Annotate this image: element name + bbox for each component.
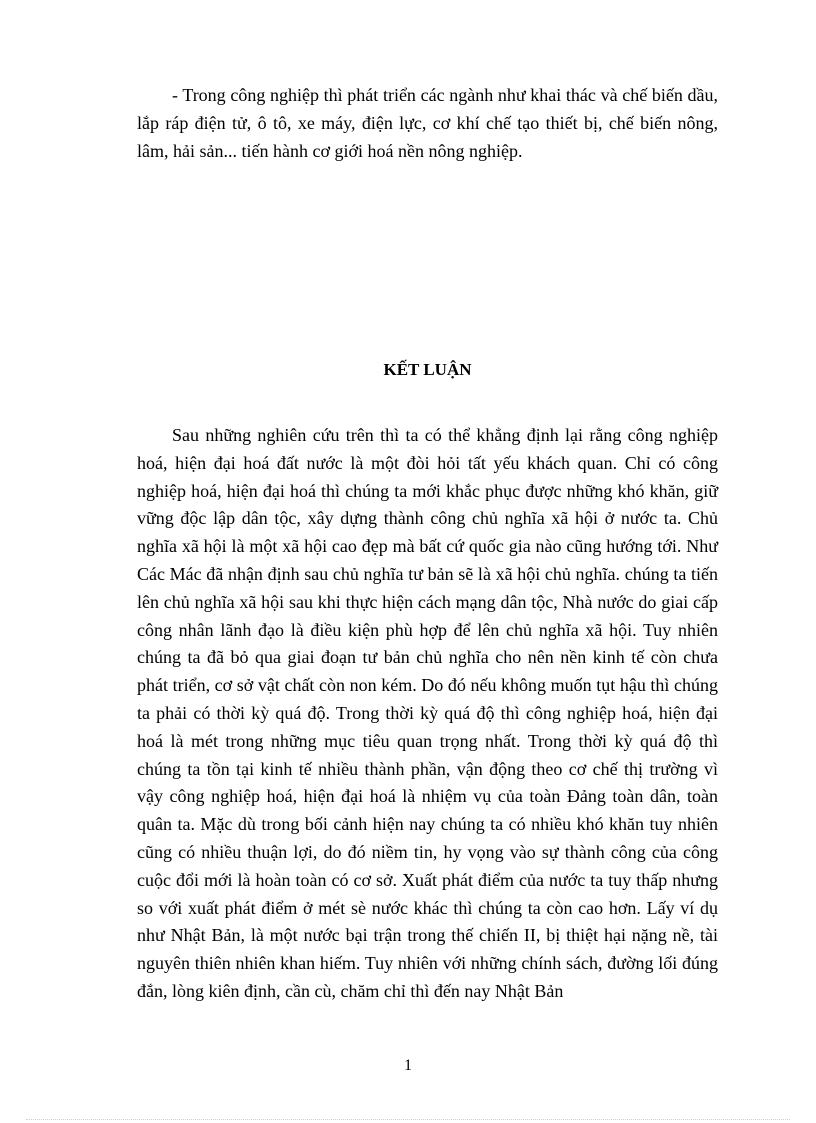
intro-text-block bbox=[137, 82, 718, 165]
conclusion-text-block bbox=[137, 422, 718, 1006]
page-bottom-edge bbox=[26, 1119, 790, 1120]
page-number: 1 bbox=[404, 1057, 412, 1074]
conclusion-paragraph: Sau những nghiên cứu trên thì ta có thể khẳng định lại rằng công nghiệp hoá, hiện đại hoá đất nước là một đòi hỏi tất yếu khách quan. Chỉ có công nghiệp hoá, hiện đại hoá thì chúng ta mới khắc phục được những khó khăn, giữ vững độc lập dân tộc, xây dựng thành công chủ nghĩa xã hội ở nước ta. Chủ nghĩa xã hội là một xã hội cao đẹp mà bất cứ quốc gia nào cũng hướng tới. Như Các Mác đã nhận định sau chủ nghĩa tư bản sẽ là xã hội chủ nghĩa. chúng ta tiến lên chủ nghĩa xã hội sau khi thực hiện cách mạng dân tộc, Nhà nước do giai cấp công nhân lãnh đạo là điều kiện phù hợp để lên chủ nghĩa xã hội. Tuy nhiên chúng ta đã bỏ qua giai đoạn tư bản chủ nghĩa cho nên nền kinh tế còn chưa phát triển, cơ sở vật chất còn non kém. Do đó nếu không muốn tụt hậu thì chúng ta phải có thời kỳ quá độ. Trong thời kỳ quá độ thì công nghiệp hoá, hiện đại hoá là mét trong những mục tiêu quan trọng nhất. Trong thời kỳ quá độ thì chúng ta tồn tại kinh tế nhiều thành phần, vận động theo cơ chế thị trường vì vậy công nghiệp hoá, hiện đại hoá là nhiệm vụ của toàn Đảng toàn dân, toàn quân ta. Mặc dù trong bối cảnh hiện nay chúng ta có nhiều khó khăn tuy nhiên cũng có nhiều thuận lợi, do đó niềm tin, hy vọng vào sự thành công của công cuộc đổi mới là hoàn toàn có cơ sở. Xuất phát điểm của nước ta tuy thấp nhưng so với xuất phát điểm ở mét sè nước khác thì chúng ta còn cao hơn. Lấy ví dụ như Nhật Bản, là một nước bại trận trong thế chiến II, bị thiệt hại nặng nề, tài nguyên thiên nhiên khan hiếm. Tuy nhiên với những chính sách, đường lối đúng đắn, lòng kiên định, cần cù, chăm chỉ thì đến nay Nhật Bản bbox=[137, 425, 718, 1001]
intro-paragraph: - Trong công nghiệp thì phát triển các ngành như khai thác và chế biến dầu, lắp ráp điện tử, ô tô, xe máy, điện lực, cơ khí chế tạo thiết bị, chế biến nông, lâm, hải sản... tiến hành cơ giới hoá nền nông nghiệp. bbox=[137, 85, 718, 161]
section-title: KẾT LUẬN bbox=[383, 360, 472, 379]
